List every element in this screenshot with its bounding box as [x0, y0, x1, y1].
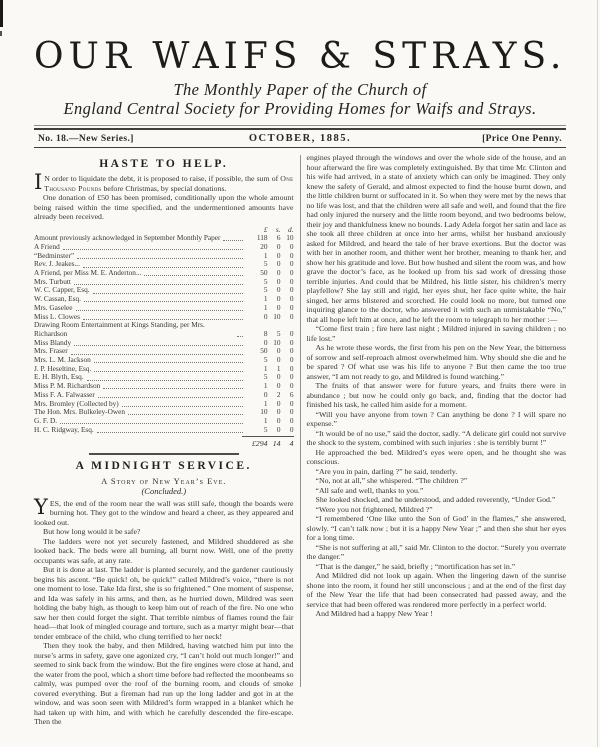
amount-pence: 0	[289, 363, 294, 373]
donation-row	[34, 426, 294, 435]
amount-pence: 0	[289, 294, 294, 304]
amount-pounds: 5	[263, 285, 268, 295]
donor-name: Miss L. Clowes	[34, 311, 81, 321]
page-columns	[34, 153, 566, 727]
issue-date: OCTOBER, 1885.	[248, 133, 352, 144]
leader-dots	[223, 239, 242, 241]
masthead-title: OUR WAIFS & STRAYS.	[34, 36, 567, 77]
column-divider-rule	[300, 155, 301, 687]
scan-artifact-mark	[0, 0, 3, 27]
amount-pence: 0	[289, 424, 294, 434]
dropcap: Y	[34, 494, 48, 519]
paragraph: “Are you in pain, darling ?” he said, tenderly.	[315, 466, 458, 476]
amount-pounds: 8	[263, 328, 268, 338]
paragraph-text: N order to liquidate the debt, it is proposed to raise, if possible, the sum of	[44, 174, 281, 183]
leader-dots	[74, 344, 242, 346]
amount-pounds: 1	[263, 250, 268, 260]
amount-pounds: 1	[263, 381, 268, 391]
leader-dots	[103, 387, 242, 389]
amount-pence: 0	[289, 415, 294, 425]
amount-pence: 0	[289, 355, 294, 365]
donor-name: H. C. Ridgway, Esq.	[34, 424, 94, 434]
amount-pence: 0	[289, 328, 294, 338]
scan-artifact-mark	[0, 31, 2, 36]
donor-name: Rev. J. Jeakes...	[34, 259, 80, 269]
masthead-subtitle-line1: The Monthly Paper of the Church of	[173, 80, 427, 99]
amount-pounds: 50	[260, 346, 268, 356]
donation-row	[34, 295, 294, 304]
masthead	[34, 36, 566, 118]
paragraph: But it is done at last. The ladder is planted securely, and the gardener cautiously begins his ascent. “Be quick! oh, be quick!” called Mildred’s voice, “there is not one moment to lose. Take Ida first, she is so frightened.” One moment of suspense, and Ida was safely in his arms, and then, as he hurried down, Mildred was seen holding the baby high, as though to keep him out of reach of the fire. No one who saw her then could forget the sight. That terrible nimbus of flames round the fair head—that look of mingled courage and torture, such as a martyr might bear—that tender embrace of the child, who clung terrified to her neck!	[34, 565, 294, 641]
donor-name: Mrs. Gaselee	[34, 302, 73, 312]
leader-dots	[144, 274, 242, 276]
amount-shillings: 0	[276, 241, 281, 251]
donor-name: E. H. Blyth, Esq.	[34, 372, 84, 382]
donation-row	[34, 321, 294, 338]
paragraph: “She is not suffering at all,” said Mr. Clinton to the doctor. “Surely you overrate the danger.”	[306, 542, 566, 561]
donations-total	[34, 436, 294, 448]
amount-pence: 0	[289, 302, 294, 312]
amount-pounds: 50	[260, 268, 268, 278]
pence-header: d.	[288, 224, 294, 234]
amount-pence: 0	[289, 276, 294, 286]
amount-pence: 0	[289, 268, 294, 278]
amount-pence: 0	[289, 407, 294, 417]
dropcap: I	[34, 170, 43, 194]
amount-shillings: 0	[276, 259, 281, 269]
amount-shillings: 0	[276, 302, 281, 312]
total-pence: 4	[289, 438, 294, 448]
amount-pence: 0	[289, 259, 294, 269]
leader-dots	[87, 379, 243, 381]
leader-dots	[94, 361, 243, 363]
amount-pounds: 118	[256, 233, 268, 243]
amount-shillings: 0	[276, 285, 281, 295]
article-body-continued	[307, 153, 567, 619]
donor-name: Miss Blandy	[34, 337, 72, 347]
paragraph: The fruits of that answer were for future years, and fruits there were in abundance ; but now he could only go back, and, finding that the doctor had finished his task, he called him aside for a moment.	[306, 381, 566, 409]
amount-shillings: 0	[276, 398, 281, 408]
article-haste-to-help-heading: HASTE TO HELP.	[99, 158, 229, 170]
amount-shillings: 0	[276, 407, 281, 417]
donor-name: A Friend, per Miss M. E. Anderton...	[34, 268, 142, 278]
paragraph	[34, 170, 294, 194]
donor-name: The Hon. Mrs. Bulkeley-Owen	[34, 407, 125, 417]
amount-shillings: 0	[276, 268, 281, 278]
donation-row	[34, 408, 294, 417]
amount-shillings: 0	[276, 415, 281, 425]
amount-pounds: 1	[263, 302, 268, 312]
page-edge-line	[597, 0, 598, 747]
donor-name: Mrs. Turbutt	[34, 276, 71, 286]
paragraph-text-smallcaps: One Thousand Pounds	[44, 174, 294, 193]
paragraph: But how long would it be safe?	[43, 527, 141, 537]
leader-dots	[60, 422, 242, 424]
leader-dots	[98, 396, 243, 398]
donations-rows	[34, 234, 294, 434]
masthead-subtitle	[34, 80, 566, 118]
donor-name: Amount previously acknowledged in September Monthly Paper	[34, 233, 221, 243]
amount-shillings: 0	[276, 355, 281, 365]
donor-name: Mrs. Fraser	[34, 346, 68, 356]
amount-shillings: 0	[276, 294, 281, 304]
leader-dots	[77, 257, 242, 259]
donor-name: G. F. D.	[34, 415, 58, 425]
paragraph: “No, not at all,” she whispered. “The children ?”	[315, 476, 468, 485]
article-body	[34, 527, 294, 727]
paragraph: He approached the bed. Mildred’s eyes were open, and he thought she was conscious.	[306, 447, 566, 466]
amount-shillings: 0	[276, 346, 281, 356]
paragraph: Then they took the baby, and then Mildred, having watched him put into the nurse’s arms in safety, gave one agonized cry, “I can’t hold out much longer!” and seemed to sink back from the window. But the fire engines were close at hand, and the water from the pool, which a short time before had reflected the moonbeams so calmly, was pumped over the roof of the burning room, and clouds of smoke covered everything. But a fireman had run up the long ladder and got in at the window, and was soon seen with Mildred’s form wrapped in a blanket which he had taken up with him, and with which he carefully descended the fire-escape. Then the	[34, 641, 294, 727]
paragraph: “All safe and well, thanks to you.”	[315, 485, 424, 495]
paragraph: “Will you have anyone from town ? Can anything be done ? I will spare no expense.”	[306, 409, 566, 428]
amount-shillings: 0	[276, 276, 281, 286]
donation-row	[34, 339, 294, 348]
amount-pence: 0	[289, 285, 294, 295]
donations-table	[34, 226, 294, 448]
paragraph-text: before Christmas, by special donations.	[101, 183, 227, 193]
amount-pence: 0	[289, 372, 294, 382]
amount-pence: 0	[289, 241, 294, 251]
amount-shillings: 0	[276, 372, 281, 382]
amount-shillings: 0	[276, 250, 281, 260]
amount-pounds: 5	[263, 372, 268, 382]
donor-name: Miss F. A. Falwasser	[34, 389, 95, 399]
right-column	[307, 153, 567, 727]
amount-pounds: 5	[263, 355, 268, 365]
leader-dots	[93, 292, 243, 294]
paragraph: “Were you not frightened, Mildred ?”	[315, 504, 433, 514]
donor-name: W. C. Capper, Esq.	[34, 285, 90, 295]
paragraph: As he wrote these words, the first from his pen on the New Year, the bitterness of sorrow and self-reproach almost overwhelmed him. Why should she die and he be spared ? Of what use was his life to anyone ? But then came the too true answer, “I am not ready to go, and Mildred is found watching.”	[306, 343, 566, 381]
donor-name: J. P. Heseltine, Esq.	[34, 363, 92, 373]
paragraph: “It would be of no use,” said the doctor, sadly. “A delicate girl could not survive the shock to the system, combined with such injuries : she is terribly burnt !”	[306, 428, 566, 447]
leader-dots	[76, 309, 243, 311]
amount-pence: 0	[289, 398, 294, 408]
amount-shillings: 1	[276, 363, 281, 373]
amount-shillings: 0	[276, 424, 281, 434]
total-pounds: £294	[251, 438, 268, 448]
leader-dots	[237, 335, 243, 337]
amount-pence: 0	[289, 337, 294, 347]
donation-row	[34, 234, 294, 243]
donor-name: W. Cassan, Esq.	[34, 294, 81, 304]
amount-pence: 0	[289, 381, 294, 391]
amount-pounds: 1	[263, 294, 268, 304]
amount-pounds: 5	[263, 259, 268, 269]
leader-dots	[122, 405, 243, 407]
amount-pence: 6	[289, 389, 294, 399]
article-midnight-service-heading: A MIDNIGHT SERVICE.	[75, 459, 252, 472]
amount-pounds: 0	[263, 311, 268, 321]
article-subtitle: A Story of New Year’s Eve.	[101, 475, 227, 486]
paragraph: “That is the danger,” he said, briefly ; “mortification has set in.”	[315, 561, 516, 571]
amount-shillings: 0	[276, 381, 281, 391]
issue-number: No. 18.—New Series.]	[38, 134, 134, 144]
amount-pounds: 1	[263, 398, 268, 408]
masthead-subtitle-line2: England Central Society for Providing Homes for Waifs and Strays.	[63, 99, 537, 118]
amount-pounds: 20	[260, 241, 268, 251]
amount-shillings: 5	[276, 328, 281, 338]
amount-pence: 0	[289, 346, 294, 356]
amount-pounds: 1	[263, 363, 268, 373]
leader-dots	[74, 283, 243, 285]
donation-row	[34, 269, 294, 278]
leader-dots	[84, 300, 243, 302]
paragraph: And Mildred had a happy New Year !	[315, 609, 433, 618]
rule	[34, 125, 566, 126]
amount-pounds: 0	[263, 389, 268, 399]
amount-shillings: 10	[273, 337, 281, 347]
leader-dots	[94, 370, 242, 372]
paragraph	[34, 494, 294, 528]
amount-pence: 0	[289, 311, 294, 321]
donor-name: “Bedminster”	[34, 250, 75, 260]
paragraph: “I remembered ‘One like unto the Son of God’ in the flames,” she answered, slowly. “I can’t talk now ; but it is a happy New Year ;” and then she shut her eyes for a long time.	[306, 514, 566, 542]
shillings-header: s.	[275, 224, 281, 234]
paragraph: The ladders were not yet securely fastened, and Mildred shuddered as she looked back. The beds were all burning, all burnt now. Well, one of the pretty occupants was safe, at any rate.	[34, 536, 294, 565]
paragraph-text: ES, the end of the room near the wall was still safe, though the boards were burning hot. They got to the window and heard a cheer, as they appeared and looked out.	[34, 498, 294, 527]
paragraph: One donation of £50 has been promised, conditionally upon the whole amount being raised within the time specified, and the undermentioned amounts have already been received.	[34, 193, 294, 221]
left-column	[34, 153, 294, 727]
amount-pounds: 5	[263, 424, 268, 434]
paragraph: And Mildred did not look up again. When the lingering dawn of the sunrise shone into the room, it found her still unconscious ; and at the end of the first day of the New Year the life that had been consecrated had passed away, and the service that had been offered was rendered more perfectly in a perfect world.	[306, 571, 566, 609]
amount-pounds: 1	[263, 415, 268, 425]
article-separator-rule	[89, 453, 239, 455]
amount-shillings: 6	[276, 233, 281, 243]
leader-dots	[128, 413, 243, 415]
donor-name: A Friend	[34, 241, 60, 251]
leader-dots	[63, 248, 243, 250]
donor-name: Mrs. L. M. Jackson	[34, 355, 91, 365]
amount-pence: 0	[289, 250, 294, 260]
donor-name: Drawing Room Entertainment at Kings Standing, per Mrs. Richardson	[34, 320, 205, 338]
paragraph: engines played through the windows and over the whole side of the house, and an hour afterward the fire was completely extinguished. By that time Mr. Clinton and his wife had arrived, in a state of anxiety which can only be imagined. They only knew the safety of Gerald, and almost expected to find the house burnt down, and the little children burnt or suffocated in it. So when they were met by the news that no life was lost, and that the children were all safe and well, and found that the fire had only injured the nursery and the little room beyond, and two bedrooms below, their joy and thankfulness knew no bounds. Lady Adela forgot her satin and lace as she took all three children at once into her arms, whilst her husband anxiously asked for Mildred, and heard the tale of her brave exertions. But the doctor was with her in another room, and thither went her brother, meaning to thank her, and show her his gratitude and love. But how hushed and silent the room was, and how grave the doctor’s face, as he looked up from his sad work of dressing those terrible injuries. And could that be Mildred, his little sister, his children’s merry playfellow? She lay still and rigid, her eyes shut, her face quite white, the hair singed, her arms blistered and scorched. He could look no more, but turned one inquiring glance to the doctor, who answered it with such an unmistakable “No,” that all hope left him at once, and he left the room to telegraph to her mother :—	[306, 153, 566, 324]
amount-pence: 10	[286, 233, 294, 243]
leader-dots	[97, 431, 243, 433]
amount-pounds: 5	[263, 276, 268, 286]
paragraph: “Come first train ; fire here last night ; Mildred injured in saving children ; no life lost.”	[306, 324, 566, 343]
article-concluded-note: (Concluded.)	[141, 485, 187, 496]
issue-price: [Price One Penny.	[482, 134, 562, 144]
dateline	[34, 128, 566, 148]
total-shillings: 14	[272, 438, 281, 448]
pounds-header: £	[263, 224, 268, 234]
amount-pounds: 0	[263, 337, 268, 347]
paragraph: She looked shocked, and he understood, and added reverently, “Under God.”	[315, 495, 556, 504]
amount-shillings: 10	[273, 311, 281, 321]
leader-dots	[71, 353, 243, 355]
amount-pounds: 10	[260, 407, 268, 417]
amount-shillings: 2	[276, 389, 281, 399]
donor-name: Mrs. Bromley (Collected by)	[34, 398, 119, 408]
donor-name: Miss P. M. Richardson	[34, 381, 101, 391]
